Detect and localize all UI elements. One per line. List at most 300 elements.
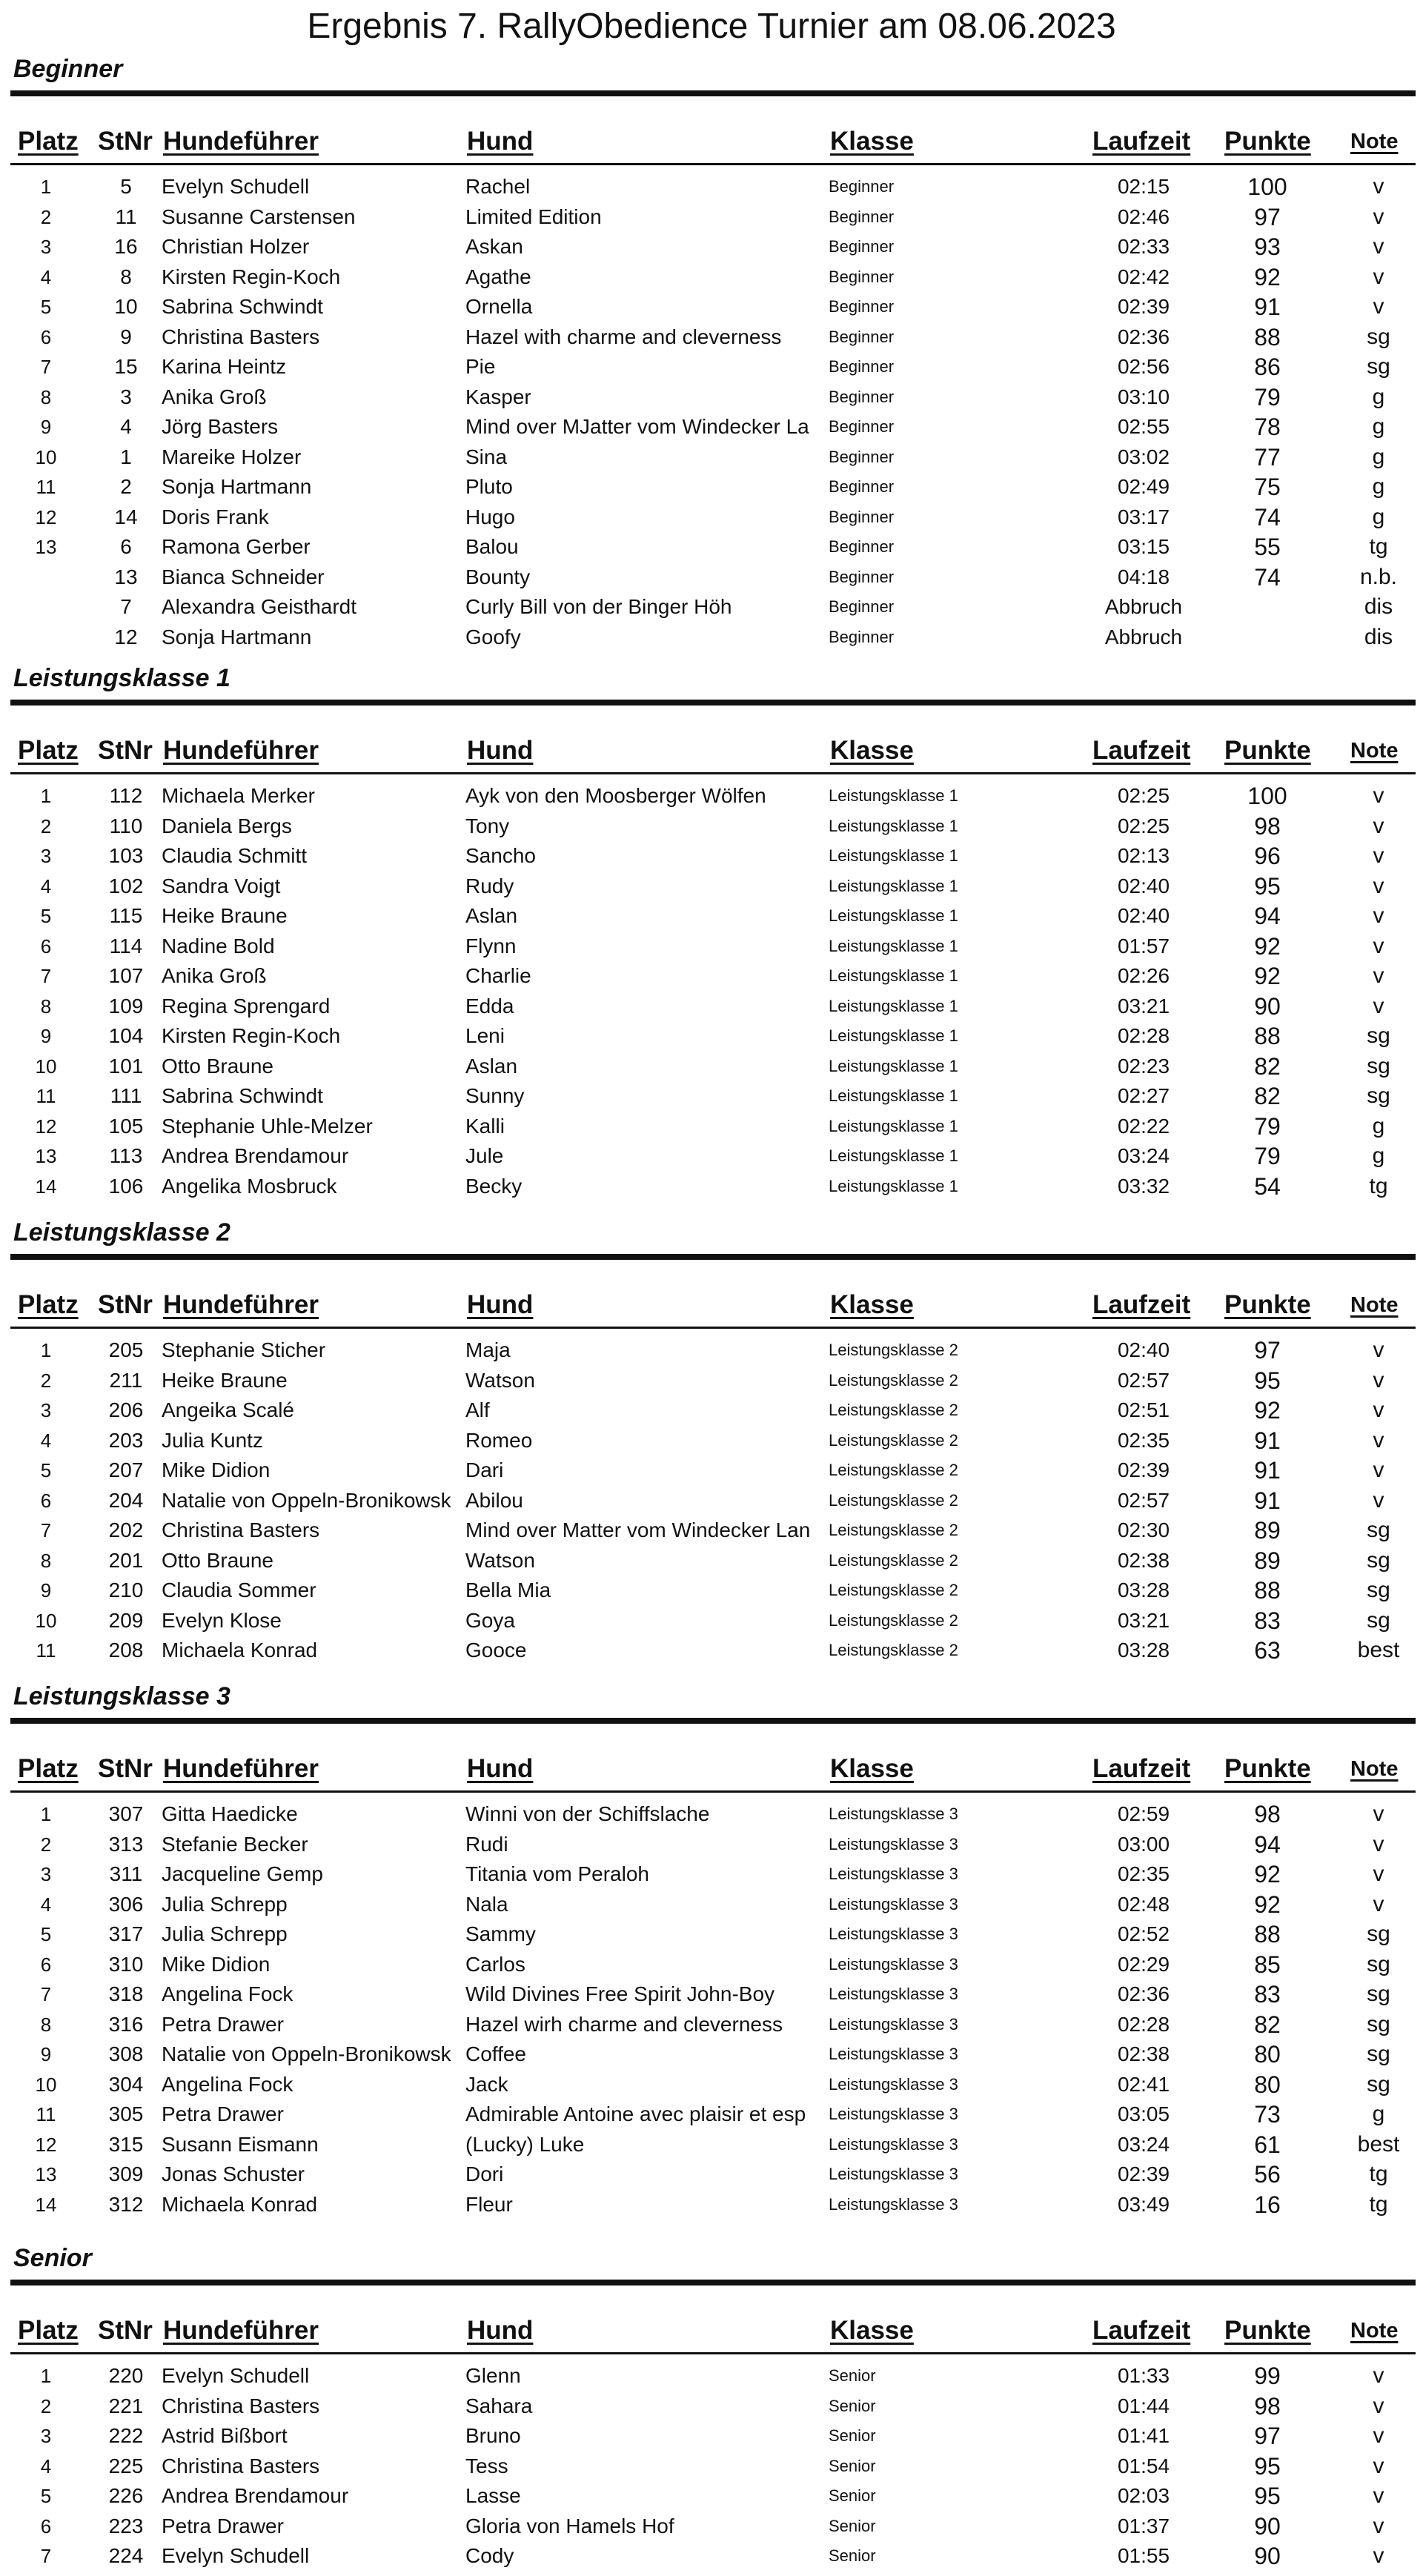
cell-punkte: 86	[1254, 353, 1281, 380]
section-divider	[10, 700, 1416, 706]
cell-note: sg	[1367, 1951, 1390, 1976]
cell-note: v	[1373, 1458, 1384, 1482]
header-stnr: StNr	[98, 736, 153, 765]
table-row	[0, 901, 1423, 932]
cell-klasse: Senior	[829, 2486, 876, 2505]
cell-laufzeit: 02:39	[1117, 295, 1170, 318]
cell-hund: Jule	[465, 1144, 504, 1167]
cell-hf: Petra Drawer	[162, 2514, 284, 2537]
cell-hf: Jörg Basters	[162, 415, 279, 438]
cell-hund: (Lucky) Luke	[465, 2132, 585, 2156]
cell-klasse: Leistungsklasse 1	[829, 1176, 958, 1195]
cell-hf: Julia Kuntz	[162, 1428, 263, 1452]
cell-klasse: Leistungsklasse 2	[829, 1641, 958, 1659]
table-row	[0, 932, 1423, 962]
table-row	[0, 2070, 1423, 2100]
section-title: Senior	[13, 2244, 92, 2272]
cell-hf: Otto Braune	[162, 1054, 273, 1078]
cell-punkte: 61	[1254, 2131, 1281, 2158]
table-row	[0, 992, 1423, 1022]
cell-hf: Stephanie Sticher	[162, 1338, 326, 1361]
cell-hf: Susann Eismann	[162, 2132, 319, 2156]
cell-platz: 6	[40, 1953, 52, 1976]
header-klasse: Klasse	[830, 1754, 914, 1783]
cell-stnr: 6	[120, 535, 132, 558]
cell-klasse: Leistungsklasse 1	[829, 996, 958, 1015]
cell-note: dis	[1364, 624, 1393, 649]
cell-stnr: 105	[108, 1114, 144, 1138]
cell-laufzeit: Abbruch	[1104, 595, 1183, 618]
cell-platz: 12	[35, 1115, 57, 1138]
cell-hund: Carlos	[465, 1952, 525, 1976]
table-header	[0, 1288, 1423, 1322]
section-title: Beginner	[13, 55, 123, 83]
cell-punkte: 82	[1254, 2011, 1281, 2038]
cell-platz: 7	[40, 965, 52, 987]
cell-hf: Regina Sprengard	[162, 994, 331, 1018]
cell-stnr: 310	[108, 1952, 144, 1976]
section-divider	[10, 1718, 1416, 1724]
cell-platz	[30, 623, 62, 653]
cell-punkte: 97	[1254, 1337, 1281, 1364]
cell-hund: Rudi	[465, 1832, 508, 1856]
cell-hf: Sabrina Schwindt	[162, 1084, 323, 1107]
cell-hund: Pie	[465, 355, 496, 378]
cell-klasse: Beginner	[829, 597, 895, 616]
cell-laufzeit: 02:57	[1117, 1488, 1170, 1512]
cell-stnr: 7	[120, 595, 132, 618]
table-row	[0, 1455, 1423, 1486]
cell-platz: 2	[40, 1833, 52, 1856]
cell-hf: Gitta Haedicke	[162, 1802, 298, 1825]
cell-stnr: 206	[108, 1398, 144, 1421]
header-divider	[10, 163, 1416, 165]
cell-klasse: Leistungsklasse 3	[829, 2194, 958, 2214]
cell-hf: Doris Frank	[162, 505, 269, 528]
table-row	[0, 2039, 1423, 2070]
cell-hf: Evelyn Schudell	[162, 2364, 310, 2387]
cell-note: v	[1373, 234, 1384, 259]
cell-klasse: Leistungsklasse 2	[829, 1401, 958, 1419]
section-divider	[10, 90, 1416, 96]
cell-note: sg	[1367, 1518, 1390, 1542]
cell-platz: 12	[35, 2133, 57, 2156]
cell-hund: Leni	[465, 1024, 505, 1047]
cell-punkte: 96	[1254, 843, 1281, 869]
cell-hf: Julia Schrepp	[162, 1922, 288, 1945]
table-row	[0, 623, 1423, 653]
cell-platz: 2	[40, 814, 52, 837]
cell-stnr: 111	[110, 1084, 142, 1107]
cell-punkte: 100	[1247, 173, 1287, 200]
cell-klasse: Leistungsklasse 1	[829, 966, 958, 985]
cell-klasse: Leistungsklasse 1	[829, 1056, 958, 1075]
cell-stnr: 225	[108, 2454, 144, 2477]
cell-hf: Michaela Konrad	[162, 2192, 318, 2216]
cell-hund: Charlie	[465, 964, 531, 987]
cell-platz: 3	[40, 236, 52, 258]
table-header	[0, 1752, 1423, 1786]
cell-stnr: 16	[114, 235, 138, 258]
cell-klasse: Leistungsklasse 2	[829, 1521, 958, 1539]
cell-note: sg	[1367, 1053, 1390, 1078]
table-row	[0, 1830, 1423, 1860]
cell-laufzeit: 02:22	[1117, 1114, 1170, 1138]
cell-punkte: 88	[1254, 1023, 1281, 1049]
table-row	[0, 1799, 1423, 1830]
cell-platz: 5	[40, 905, 52, 927]
header-platz: Platz	[18, 1754, 79, 1783]
cell-hf: Nadine Bold	[162, 934, 275, 957]
header-divider	[10, 772, 1416, 774]
table-row	[0, 472, 1423, 502]
cell-laufzeit: 02:39	[1117, 1458, 1170, 1481]
header-hundefuehrer: Hundeführer	[163, 2316, 319, 2345]
cell-platz: 9	[40, 2043, 52, 2065]
cell-platz: 13	[35, 536, 57, 558]
cell-punkte: 83	[1254, 1607, 1281, 1634]
cell-klasse: Leistungsklasse 3	[829, 1954, 958, 1974]
cell-note: sg	[1367, 2071, 1390, 2097]
cell-hf: Mareike Holzer	[162, 445, 302, 468]
table-row	[0, 172, 1423, 202]
cell-hund: Agathe	[465, 265, 531, 288]
cell-punkte: 90	[1254, 992, 1281, 1020]
cell-laufzeit: 03:02	[1117, 445, 1170, 468]
cell-laufzeit: 03:15	[1117, 535, 1170, 558]
cell-stnr: 101	[108, 1054, 144, 1078]
table-header	[0, 734, 1423, 768]
cell-hf: Claudia Sommer	[162, 1579, 316, 1601]
section-divider	[10, 2280, 1416, 2285]
cell-punkte: 95	[1254, 2483, 1281, 2509]
cell-hf: Kirsten Regin-Koch	[162, 1024, 341, 1047]
cell-hf: Susanne Carstensen	[162, 205, 356, 228]
cell-hund: Fleur	[465, 2192, 513, 2216]
cell-laufzeit: 03:32	[1117, 1174, 1170, 1198]
cell-klasse: Leistungsklasse 3	[829, 2045, 958, 2063]
table-row	[0, 1890, 1423, 1920]
table-row	[0, 532, 1423, 562]
cell-hf: Jacqueline Gemp	[162, 1862, 323, 1885]
cell-hund: Nala	[465, 1892, 508, 1916]
cell-stnr: 11	[115, 205, 137, 228]
cell-klasse: Beginner	[829, 327, 895, 346]
cell-laufzeit: 02:57	[1117, 1368, 1170, 1392]
cell-punkte: 91	[1254, 293, 1281, 320]
cell-note: v	[1373, 204, 1384, 229]
cell-hund: Goya	[465, 1608, 515, 1632]
cell-stnr: 106	[108, 1174, 144, 1198]
table-row	[0, 1141, 1423, 1172]
cell-hf: Mike Didion	[162, 1458, 271, 1481]
cell-hf: Angeika Scalé	[162, 1398, 295, 1421]
header-klasse: Klasse	[830, 127, 914, 156]
cell-laufzeit: 02:36	[1117, 325, 1170, 348]
cell-stnr: 110	[109, 814, 143, 837]
cell-punkte: 82	[1254, 1052, 1281, 1080]
cell-hund: Sina	[465, 445, 508, 468]
cell-laufzeit: 03:10	[1117, 385, 1170, 408]
cell-hf: Sonja Hartmann	[162, 625, 312, 648]
cell-laufzeit: 02:35	[1117, 1428, 1170, 1452]
cell-platz	[30, 562, 62, 593]
cell-hund: Becky	[465, 1174, 523, 1198]
table-row	[0, 1919, 1423, 1950]
cell-klasse: Senior	[829, 2516, 876, 2535]
cell-platz: 6	[40, 2514, 52, 2537]
cell-hund: Gloria von Hamels Hof	[465, 2514, 674, 2537]
cell-hund: Sahara	[465, 2394, 533, 2417]
cell-stnr: 305	[108, 2102, 144, 2125]
table-row	[0, 352, 1423, 382]
cell-hf: Michaela Merker	[162, 784, 315, 807]
page-title: Ergebnis 7. RallyObedience Turnier am 08.06.2023	[307, 7, 1116, 46]
cell-hund: Mind over Matter vom Windecker Lan	[465, 1518, 811, 1541]
cell-klasse: Leistungsklasse 3	[829, 1894, 958, 1913]
cell-note: v	[1373, 843, 1384, 868]
cell-punkte: 79	[1254, 383, 1281, 411]
cell-punkte: 73	[1254, 2101, 1281, 2128]
cell-note: g	[1372, 1143, 1385, 1168]
cell-note: v	[1373, 1802, 1384, 1826]
cell-platz: 12	[35, 505, 57, 528]
cell-platz: 2	[40, 1369, 52, 1392]
cell-platz: 10	[35, 1609, 57, 1632]
cell-klasse: Leistungsklasse 3	[829, 1834, 958, 1853]
cell-stnr: 308	[108, 2042, 144, 2065]
cell-note: v	[1373, 2513, 1384, 2538]
cell-note: g	[1372, 384, 1385, 409]
cell-note: sg	[1367, 1982, 1390, 2006]
cell-punkte: 79	[1254, 1143, 1281, 1169]
cell-note: v	[1373, 2423, 1384, 2448]
cell-laufzeit: 02:29	[1117, 1952, 1170, 1976]
cell-laufzeit: 02:28	[1117, 2012, 1170, 2036]
cell-klasse: Leistungsklasse 2	[829, 1430, 958, 1450]
table-row	[0, 1516, 1423, 1546]
cell-laufzeit: 04:18	[1117, 565, 1170, 588]
cell-hf: Angelina Fock	[162, 1982, 293, 2005]
cell-note: n.b.	[1359, 564, 1398, 589]
cell-hund: Limited Edition	[465, 205, 602, 228]
cell-hf: Otto Braune	[162, 1548, 273, 1572]
table-row	[0, 1979, 1423, 2010]
cell-platz: 7	[40, 356, 52, 378]
cell-stnr: 112	[109, 784, 143, 807]
cell-stnr: 103	[108, 844, 144, 867]
header-punkte: Punkte	[1224, 736, 1311, 765]
cell-laufzeit: 03:21	[1117, 994, 1170, 1018]
cell-stnr: 102	[108, 874, 144, 897]
cell-punkte: 79	[1254, 1112, 1281, 1140]
cell-platz: 3	[40, 2425, 52, 2447]
header-platz: Platz	[18, 2316, 79, 2345]
table-row	[0, 562, 1423, 593]
table-body	[0, 1799, 1423, 2220]
cell-stnr: 306	[108, 1892, 144, 1916]
header-stnr: StNr	[98, 2316, 153, 2345]
cell-klasse: Leistungsklasse 3	[829, 1925, 958, 1943]
cell-klasse: Beginner	[829, 417, 895, 436]
cell-laufzeit: 03:00	[1117, 1832, 1170, 1856]
cell-platz: 8	[40, 1549, 52, 1572]
header-hund: Hund	[467, 736, 534, 765]
cell-laufzeit: 03:05	[1117, 2102, 1170, 2125]
cell-klasse: Leistungsklasse 1	[829, 1116, 958, 1135]
cell-note: sg	[1367, 354, 1390, 379]
cell-hf: Sonja Hartmann	[162, 475, 312, 498]
header-hund: Hund	[467, 2316, 534, 2345]
cell-klasse: Beginner	[829, 387, 895, 406]
cell-platz: 1	[40, 176, 52, 198]
cell-platz: 9	[40, 1025, 52, 1047]
header-platz: Platz	[18, 736, 79, 765]
table-row	[0, 2541, 1423, 2572]
header-platz: Platz	[18, 127, 79, 156]
cell-stnr: 3	[120, 385, 132, 408]
cell-laufzeit: 03:24	[1117, 2132, 1170, 2156]
cell-laufzeit: 03:49	[1117, 2192, 1170, 2216]
cell-punkte: 83	[1254, 1981, 1281, 2008]
cell-hf: Heike Braune	[162, 1368, 288, 1392]
cell-stnr: 316	[108, 2012, 144, 2036]
header-note: Note	[1350, 2319, 1399, 2343]
table-row	[0, 2391, 1423, 2422]
table-row	[0, 872, 1423, 902]
cell-punkte: 98	[1254, 2392, 1281, 2420]
cell-stnr: 312	[108, 2192, 144, 2216]
table-body	[0, 172, 1423, 652]
cell-klasse: Leistungsklasse 3	[829, 2014, 958, 2034]
cell-klasse: Beginner	[829, 627, 895, 646]
cell-note: v	[1373, 2363, 1384, 2388]
cell-laufzeit: 02:49	[1117, 475, 1170, 498]
cell-klasse: Beginner	[829, 177, 895, 196]
cell-note: v	[1373, 783, 1384, 808]
cell-note: g	[1372, 1113, 1385, 1138]
cell-note: g	[1372, 2102, 1385, 2126]
cell-klasse: Leistungsklasse 1	[829, 1086, 958, 1105]
header-note: Note	[1350, 739, 1399, 763]
cell-punkte: 88	[1254, 323, 1281, 351]
cell-hf: Kirsten Regin-Koch	[162, 265, 341, 288]
cell-platz: 10	[35, 445, 57, 468]
cell-note: v	[1373, 2543, 1384, 2568]
cell-klasse: Leistungsklasse 1	[829, 876, 958, 895]
cell-laufzeit: 02:40	[1117, 904, 1170, 927]
cell-laufzeit: 02:03	[1117, 2484, 1170, 2507]
cell-hund: Glenn	[465, 2364, 521, 2387]
cell-stnr: 109	[108, 994, 144, 1018]
cell-note: v	[1373, 294, 1384, 319]
cell-punkte: 80	[1254, 2071, 1281, 2098]
cell-hf: Andrea Brendamour	[162, 1144, 349, 1167]
cell-stnr: 15	[114, 355, 138, 378]
table-row	[0, 292, 1423, 322]
cell-note: v	[1373, 933, 1384, 958]
table-row	[0, 781, 1423, 811]
cell-punkte	[1215, 592, 1319, 623]
cell-hund: Curly Bill von der Binger Höh	[465, 595, 732, 618]
cell-stnr: 208	[108, 1639, 144, 1662]
table-row	[0, 1486, 1423, 1516]
cell-hund: Bounty	[465, 565, 531, 588]
table-row	[0, 2361, 1423, 2391]
cell-note: tg	[1369, 2191, 1388, 2217]
cell-platz: 2	[40, 2394, 52, 2417]
cell-hund: Winni von der Schiffslache	[465, 1802, 710, 1825]
cell-laufzeit: 02:40	[1117, 1338, 1170, 1361]
cell-klasse: Leistungsklasse 3	[829, 2074, 958, 2094]
cell-laufzeit: 01:55	[1117, 2544, 1170, 2567]
cell-note: sg	[1367, 1578, 1390, 1602]
cell-hf: Anika Groß	[162, 964, 267, 987]
cell-stnr: 204	[108, 1488, 144, 1512]
cell-hund: Tess	[465, 2454, 508, 2477]
cell-laufzeit: 02:33	[1117, 235, 1170, 258]
cell-stnr: 202	[108, 1518, 144, 1541]
header-note: Note	[1350, 1757, 1399, 1781]
cell-hf: Sandra Voigt	[162, 874, 281, 897]
cell-platz: 8	[40, 2013, 52, 2036]
cell-hund: Hugo	[465, 505, 515, 528]
cell-stnr: 224	[108, 2544, 144, 2567]
cell-note: v	[1373, 1338, 1384, 1362]
table-row	[0, 232, 1423, 262]
cell-laufzeit: 01:37	[1117, 2514, 1170, 2537]
cell-punkte: 93	[1254, 233, 1281, 260]
cell-hf: Alexandra Geisthardt	[162, 595, 357, 618]
cell-klasse: Senior	[829, 2426, 876, 2445]
cell-punkte: 88	[1254, 1921, 1281, 1948]
header-laufzeit: Laufzeit	[1092, 2316, 1191, 2345]
cell-punkte: 98	[1254, 812, 1281, 840]
cell-stnr: 220	[108, 2364, 144, 2387]
header-hundefuehrer: Hundeführer	[163, 127, 319, 156]
cell-note: v	[1373, 1831, 1384, 1856]
cell-note: sg	[1367, 1083, 1390, 1108]
cell-platz: 4	[40, 1893, 52, 1916]
table-body	[0, 1335, 1423, 1666]
cell-klasse: Leistungsklasse 1	[829, 786, 958, 805]
cell-laufzeit: 01:44	[1117, 2394, 1170, 2417]
header-hund: Hund	[467, 127, 534, 156]
cell-klasse: Leistungsklasse 1	[829, 906, 958, 925]
cell-hf: Petra Drawer	[162, 2102, 284, 2125]
table-row	[0, 2190, 1423, 2220]
cell-note: g	[1372, 474, 1385, 499]
cell-hf: Michaela Konrad	[162, 1639, 318, 1662]
table-row	[0, 811, 1423, 842]
cell-punkte: 82	[1254, 1083, 1281, 1109]
cell-punkte: 80	[1254, 2041, 1281, 2068]
cell-punkte: 92	[1254, 932, 1281, 960]
cell-note: v	[1373, 1398, 1384, 1422]
cell-hf: Anika Groß	[162, 385, 267, 408]
cell-klasse: Beginner	[829, 207, 895, 226]
cell-hf: Christina Basters	[162, 325, 320, 348]
cell-laufzeit: 02:28	[1117, 1024, 1170, 1047]
cell-laufzeit: Abbruch	[1104, 625, 1183, 648]
cell-klasse: Beginner	[829, 477, 895, 496]
cell-klasse: Leistungsklasse 3	[829, 1985, 958, 2003]
cell-stnr: 205	[108, 1338, 144, 1361]
cell-hf: Mike Didion	[162, 1952, 271, 1976]
cell-platz: 13	[35, 1145, 57, 1167]
cell-stnr: 113	[109, 1144, 143, 1167]
cell-platz: 5	[40, 296, 52, 318]
